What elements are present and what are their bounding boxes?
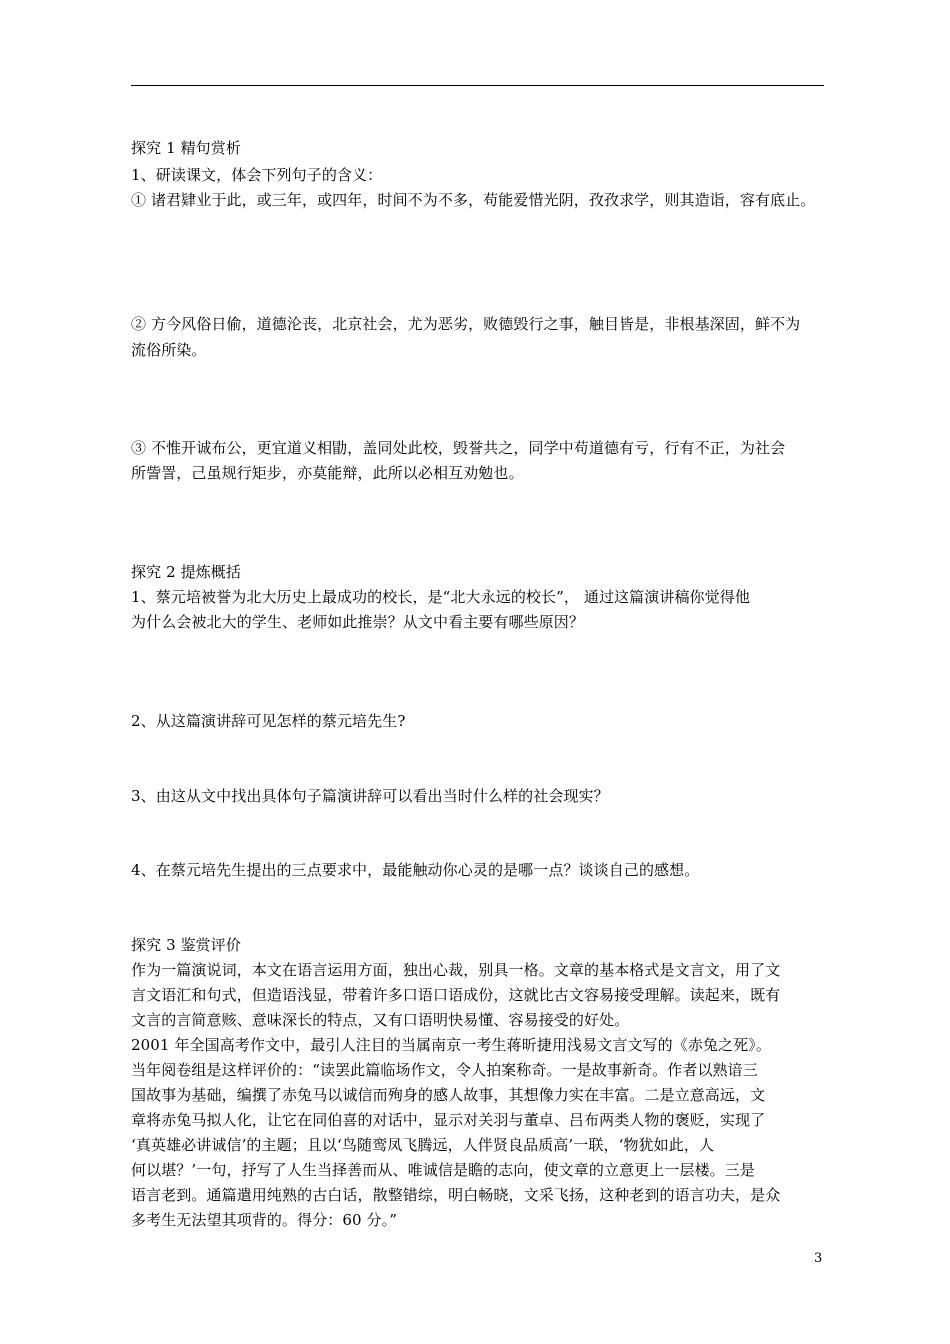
section1-sentence-2-line1: ② 方今风俗日偷，道德沦丧，北京社会，尤为恶劣，败德毁行之事，触目皆是，非根基深固，鲜不为: [131, 315, 801, 333]
section3-paragraph-2-line7: 语言老到。通篇遣用纯熟的古白话，散整错综，明白畅晓，文采飞扬，这种老到的语言功夫，是众: [131, 1186, 781, 1204]
section1-question-1: 1、研读课文，体会下列句子的含义：: [131, 166, 383, 184]
section1-sentence-1: ① 诸君肄业于此，或三年，或四年，时间不为不多，苟能爱惜光阴，孜孜求学，则其造诣，容有底止。: [131, 191, 816, 209]
section3-title: 探究 3 鉴赏评价: [131, 936, 241, 954]
section3-paragraph-2-line3: 国故事为基础，编撰了赤兔马以诚信而殉身的感人故事，其想像力实在丰富。二是立意高远，文: [131, 1086, 766, 1104]
header-rule: [131, 85, 824, 86]
section2-title: 探究 2 提炼概括: [131, 563, 241, 581]
section2-question-1-line1: 1、蔡元培被誉为北大历史上最成功的校长，是“北大永远的校长”， 通过这篇演讲稿你觉得他: [131, 588, 750, 606]
section3-paragraph-2-line6: 何以堪？’一句，抒写了人生当择善而从、唯诚信是瞻的志向，使文章的立意更上一层楼。三是: [131, 1161, 755, 1179]
section3-paragraph-2-line8: 多考生无法望其项背的。得分：60 分。”: [131, 1211, 398, 1229]
page-number: 3: [814, 1251, 823, 1266]
section3-paragraph-2-line1: 2001 年全国高考作文中，最引人注目的当属南京一考生蒋昕捷用浅易文言文写的《赤兔之死》。: [131, 1036, 771, 1054]
section2-question-2: 2、从这篇演讲辞可见怎样的蔡元培先生?: [131, 712, 406, 730]
section2-question-3: 3、由这从文中找出具体句子篇演讲辞可以看出当时什么样的社会现实？: [131, 787, 609, 805]
section3-paragraph-1-line3: 文言的言简意赅、意味深长的特点，又有口语明快易懂、容易接受的好处。: [131, 1011, 630, 1029]
section1-sentence-3-line2: 所訾詈，己虽规行矩步，亦莫能辩，此所以必相互劝勉也。: [131, 464, 524, 482]
section3-paragraph-1-line2: 言文语汇和句式，但造语浅显，带着许多口语口语成份，这就比古文容易接受理解。读起来，既有: [131, 986, 781, 1004]
section2-question-1-line2: 为什么会被北大的学生、老师如此推崇？从文中看主要有哪些原因？: [131, 613, 585, 631]
section1-title: 探究 1 精句赏析: [131, 139, 241, 157]
section1-sentence-2-line2: 流俗所染。: [131, 341, 207, 359]
section3-paragraph-1-line1: 作为一篇演说词，本文在语言运用方面，独出心裁，别具一格。文章的基本格式是文言文，用了文: [131, 961, 781, 979]
section2-question-4: 4、在蔡元培先生提出的三点要求中，最能触动你心灵的是哪一点？谈谈自己的感想。: [131, 861, 700, 879]
section3-paragraph-2-line2: 当年阅卷组是这样评价的：“读罢此篇临场作文，令人拍案称奇。一是故事新奇。作者以熟谙三: [131, 1061, 758, 1079]
section3-paragraph-2-line5: ‘真英雄必讲诚信’的主题；且以‘鸟随鸾凤飞腾远，人伴贤良品质高’一联，‘物犹如此，人: [131, 1136, 715, 1154]
section3-paragraph-2-line4: 章将赤兔马拟人化，让它在同伯喜的对话中，显示对关羽与董卓、吕布两类人物的褒贬，实现了: [131, 1111, 766, 1129]
section1-sentence-3-line1: ③ 不惟开诚布公，更宜道义相勖，盖同处此校，毁誉共之，同学中苟道德有亏，行有不正，为社会: [131, 439, 786, 457]
